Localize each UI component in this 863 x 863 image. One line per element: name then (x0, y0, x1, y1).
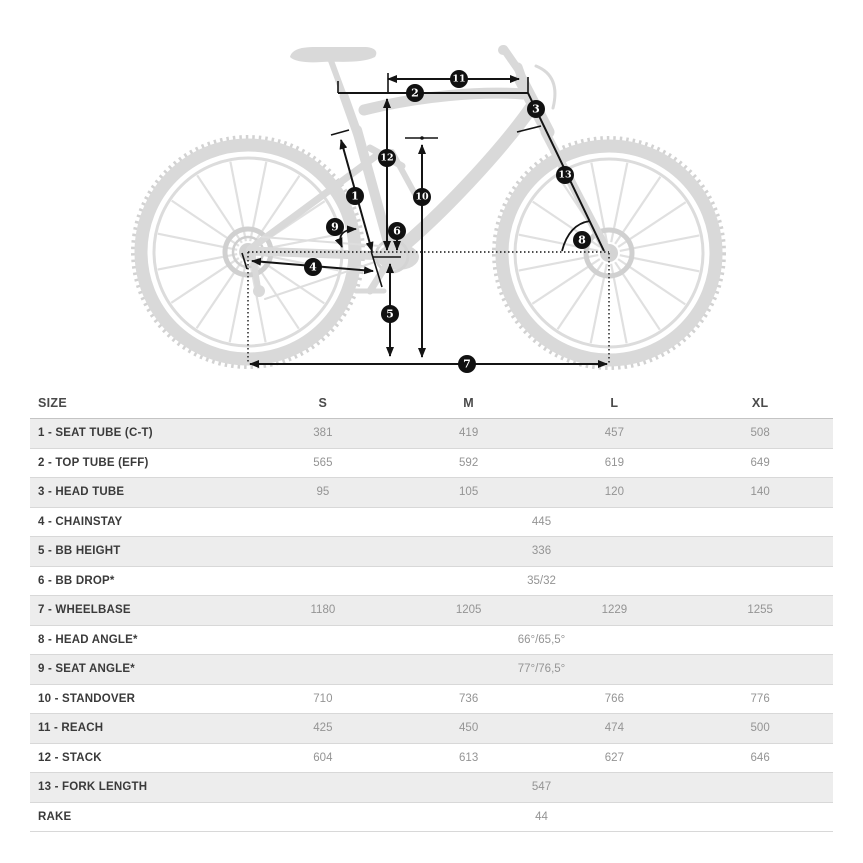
callout-13 (556, 166, 574, 184)
table-row (30, 478, 833, 508)
table-row (30, 507, 833, 537)
svg-text:8: 8 (578, 233, 586, 247)
value-cell-m: 105 (396, 478, 542, 508)
row-label: 11 - REACH (30, 714, 250, 744)
value-cell-m: 450 (396, 714, 542, 744)
value-cell-m: 419 (396, 419, 542, 449)
callout-6 (388, 222, 406, 240)
value-cell-s: 710 (250, 684, 396, 714)
bike-diagram-svg (0, 0, 863, 385)
value-cell-s: 565 (250, 448, 396, 478)
bike-frame (250, 45, 606, 299)
geometry-table (30, 388, 833, 832)
value-cell-l: 474 (542, 714, 688, 744)
geometry-table-section (30, 388, 833, 832)
table-row (30, 419, 833, 449)
callout-4 (304, 258, 322, 276)
value-cell-s: 425 (250, 714, 396, 744)
value-cell-span: 547 (250, 773, 833, 803)
col-header-m: M (396, 388, 542, 419)
value-cell-xl: 500 (687, 714, 833, 744)
value-cell-l: 627 (542, 743, 688, 773)
value-cell-m: 736 (396, 684, 542, 714)
svg-text:4: 4 (309, 260, 317, 274)
value-cell-m: 613 (396, 743, 542, 773)
table-row (30, 802, 833, 832)
value-cell-span: 35/32 (250, 566, 833, 596)
table-row (30, 537, 833, 567)
row-label: 12 - STACK (30, 743, 250, 773)
value-cell-span: 336 (250, 537, 833, 567)
callout-10 (413, 188, 431, 206)
table-row (30, 566, 833, 596)
row-label: 6 - BB DROP* (30, 566, 250, 596)
row-label: 4 - CHAINSTAY (30, 507, 250, 537)
value-cell-l: 619 (542, 448, 688, 478)
svg-text:5: 5 (386, 307, 394, 321)
bike-geometry-diagram (0, 0, 863, 385)
value-cell-l: 457 (542, 419, 688, 449)
table-row (30, 773, 833, 803)
value-cell-xl: 776 (687, 684, 833, 714)
callout-11 (450, 70, 468, 88)
callout-8 (573, 231, 591, 249)
row-label: 3 - HEAD TUBE (30, 478, 250, 508)
row-label: RAKE (30, 802, 250, 832)
callout-1 (346, 187, 364, 205)
callout-9 (326, 218, 344, 236)
callout-12 (378, 149, 396, 167)
callout-3 (527, 100, 545, 118)
value-cell-xl: 646 (687, 743, 833, 773)
value-cell-xl: 649 (687, 448, 833, 478)
row-label: 13 - FORK LENGTH (30, 773, 250, 803)
svg-text:13: 13 (558, 169, 572, 181)
row-label: 7 - WHEELBASE (30, 596, 250, 626)
value-cell-span: 66°/65,5° (250, 625, 833, 655)
value-cell-xl: 1255 (687, 596, 833, 626)
value-cell-s: 381 (250, 419, 396, 449)
col-header-xl: XL (687, 388, 833, 419)
value-cell-m: 1205 (396, 596, 542, 626)
table-row (30, 684, 833, 714)
row-label: 9 - SEAT ANGLE* (30, 655, 250, 685)
svg-text:1: 1 (351, 189, 359, 203)
callout-2 (406, 84, 424, 102)
table-row (30, 625, 833, 655)
row-label: 8 - HEAD ANGLE* (30, 625, 250, 655)
value-cell-s: 604 (250, 743, 396, 773)
value-cell-xl: 140 (687, 478, 833, 508)
callout-7 (458, 355, 476, 373)
value-cell-xl: 508 (687, 419, 833, 449)
value-cell-span: 77°/76,5° (250, 655, 833, 685)
tick-seat-tube-top (331, 130, 349, 135)
table-row (30, 743, 833, 773)
value-cell-l: 766 (542, 684, 688, 714)
table-row (30, 596, 833, 626)
col-header-l: L (542, 388, 688, 419)
callout-5 (381, 305, 399, 323)
row-label: 10 - STANDOVER (30, 684, 250, 714)
col-header-size: SIZE (30, 388, 250, 419)
col-header-s: S (250, 388, 396, 419)
value-cell-s: 95 (250, 478, 396, 508)
svg-text:3: 3 (532, 102, 540, 116)
svg-text:2: 2 (411, 86, 419, 100)
value-cell-l: 1229 (542, 596, 688, 626)
row-label: 2 - TOP TUBE (EFF) (30, 448, 250, 478)
value-cell-l: 120 (542, 478, 688, 508)
value-cell-m: 592 (396, 448, 542, 478)
standover-dot (420, 136, 424, 140)
value-cell-s: 1180 (250, 596, 396, 626)
table-header-row (30, 388, 833, 419)
table-row (30, 448, 833, 478)
svg-text:7: 7 (463, 357, 471, 371)
table-row (30, 655, 833, 685)
value-cell-span: 44 (250, 802, 833, 832)
svg-text:11: 11 (452, 73, 466, 85)
svg-text:12: 12 (380, 152, 394, 164)
value-cell-span: 445 (250, 507, 833, 537)
svg-text:10: 10 (415, 191, 429, 203)
svg-text:6: 6 (393, 224, 401, 238)
svg-text:9: 9 (331, 220, 339, 234)
row-label: 5 - BB HEIGHT (30, 537, 250, 567)
table-row (30, 714, 833, 744)
row-label: 1 - SEAT TUBE (C-T) (30, 419, 250, 449)
